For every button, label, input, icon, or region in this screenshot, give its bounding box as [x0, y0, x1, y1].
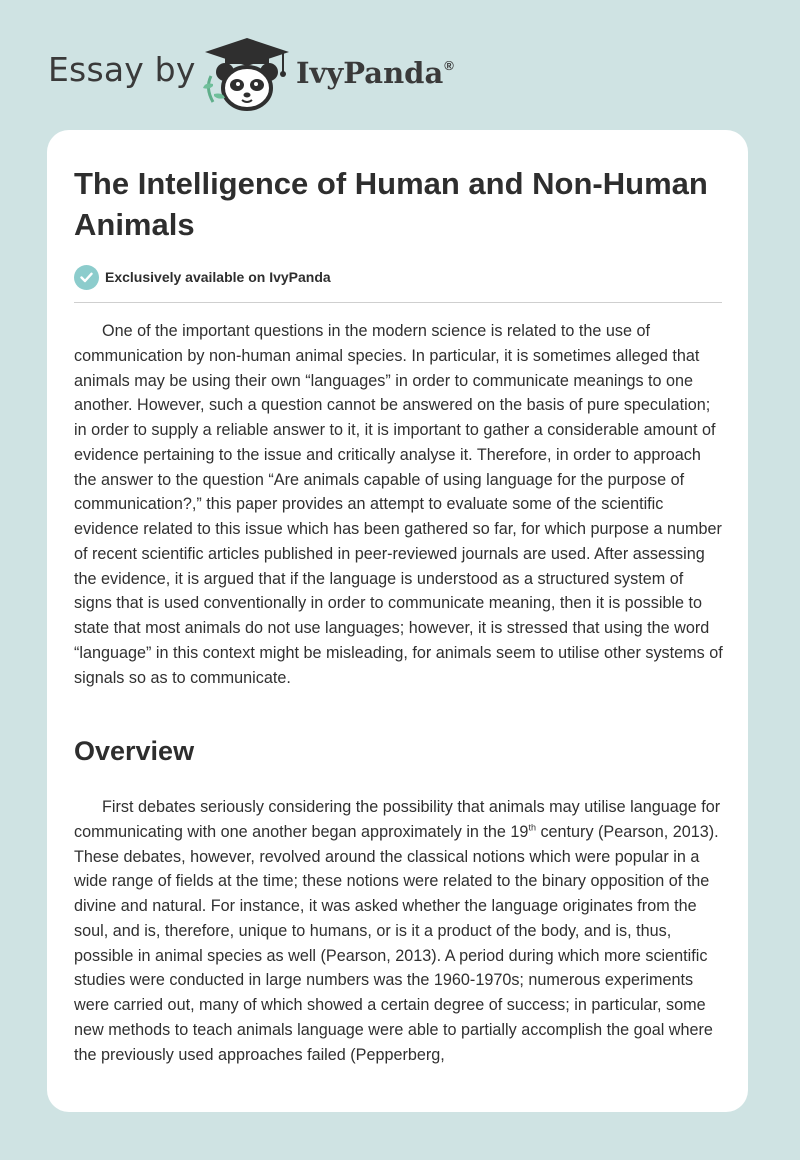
exclusive-badge-text: Exclusively available on IvyPanda: [105, 269, 331, 285]
brand-name[interactable]: IvyPanda®: [296, 56, 454, 90]
overview-paragraph: First debates seriously considering the possibility that animals may utilise language for communicating with one another began approximately in the 19th century (Pearson, 2013). These debates, however, revolved around the classical notions which were popular in a wide range of fields at the time; these notions were related to the binary opposition of the divine and natural. For instance, it was asked whether the language originates from the soul, and is, therefore, unique to humans, or is it a product of the body, and is, thus, possible in animal species as well (Pearson, 2013). A period during which more scientific studies were conducted in large numbers was the 1960-1970s; numerous experiments were carried out, many of which showed a certain degree of success; in particular, some new methods to teach animals language were able to partially accomplish the goal where the previously used approaches failed (Pepperberg,: [74, 798, 721, 1064]
site-header: [0, 0, 800, 130]
check-icon: [74, 265, 99, 290]
essay-card: [47, 130, 748, 1112]
essay-title: The Intelligence of Human and Non-Human Animals: [74, 166, 708, 242]
overview-heading: Overview: [74, 736, 195, 766]
panda-logo-icon[interactable]: [203, 36, 291, 112]
trademark-symbol: ®: [444, 58, 454, 73]
essay-by-label: Essay by: [48, 50, 196, 89]
divider: [74, 302, 722, 303]
intro-paragraph: One of the important questions in the modern science is related to the use of communication by non-human animal species. In particular, it is sometimes alleged that animals may be using their own “languages” in order to communicate meanings to one another. However, such a question cannot be answered on the basis of pure speculation; in order to supply a reliable answer to it, it is important to gather a considerable amount of evidence pertaining to the issue and critically analyse it. Therefore, in order to approach the answer to the question “Are animals capable of using language for the purpose of communication?,” this paper provides an attempt to evaluate some of the scientific evidence related to this issue which has been gathered so far, for which purpose a number of recent scientific articles published in peer-reviewed journals are used. After assessing the evidence, it is argued that if the language is understood as a structured system of signs that is used conventionally in order to communicate meaning, then it is possible to state that most animals do not use languages; however, it is stressed that using the word “language” in this context might be misleading, for animals seem to utilise other systems of signals so as to communicate.: [74, 322, 723, 687]
exclusive-badge: [74, 264, 331, 290]
